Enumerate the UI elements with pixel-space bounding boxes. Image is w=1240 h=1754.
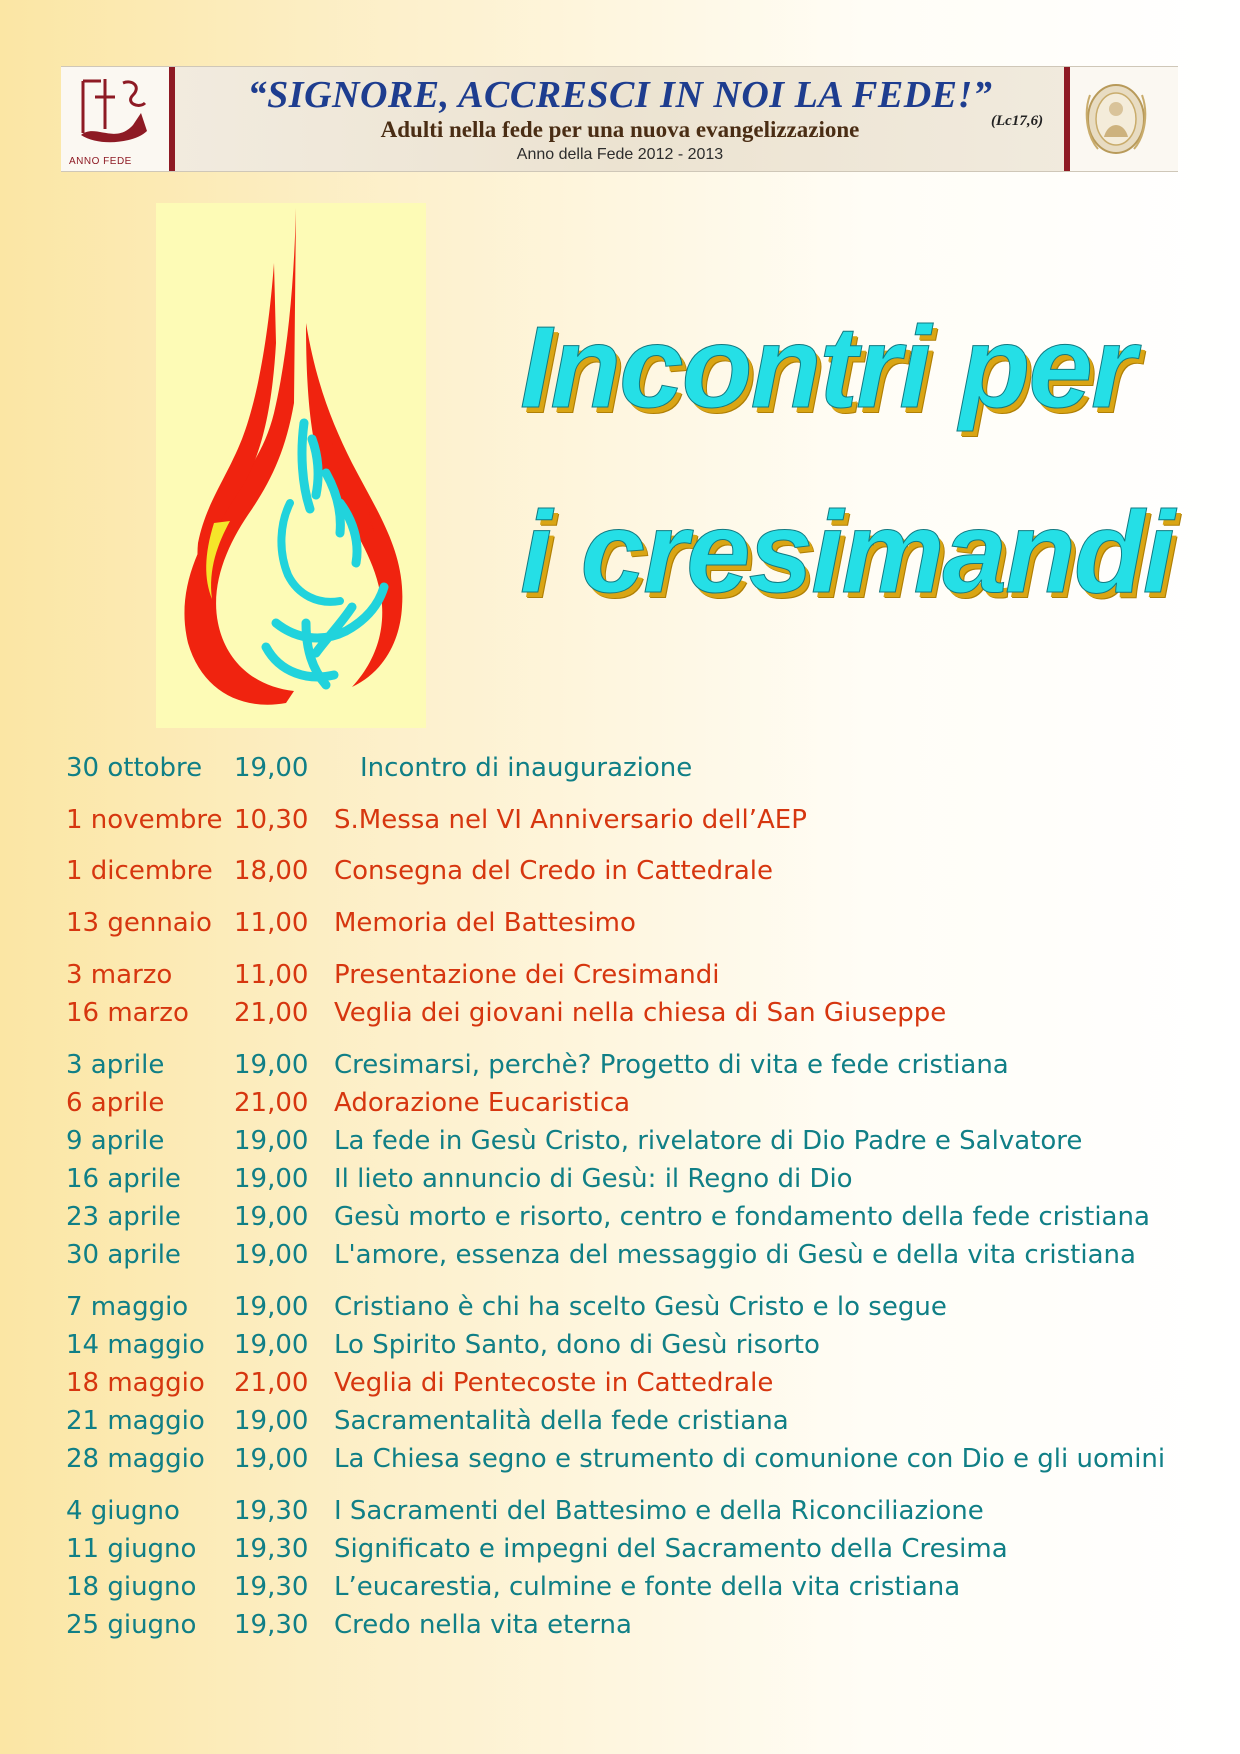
schedule-row — [66, 995, 1186, 1031]
schedule-event: Veglia dei giovani nella chiesa di San Giuseppe — [334, 998, 947, 1028]
schedule-date: 14 maggio — [66, 1330, 205, 1360]
schedule-event: L’eucarestia, culmine e fonte della vita cristiana — [334, 1572, 961, 1602]
schedule-event: Adorazione Eucaristica — [334, 1088, 631, 1118]
schedule-time: 19,00 — [234, 1330, 309, 1360]
schedule-time: 21,00 — [234, 998, 309, 1028]
schedule-row — [66, 1531, 1186, 1567]
schedule-event: La fede in Gesù Cristo, rivelatore di Dio Padre e Salvatore — [334, 1126, 1083, 1156]
header-banner — [61, 66, 1178, 172]
schedule-time: 19,00 — [234, 1406, 309, 1436]
anno-della-fede-logo — [61, 67, 175, 171]
schedule-time: 11,00 — [234, 960, 309, 990]
schedule-date: 11 giugno — [66, 1534, 197, 1564]
schedule-time: 18,00 — [234, 856, 309, 886]
scripture-reference: (Lc17,6) — [991, 113, 1044, 129]
schedule-event: Il lieto annuncio di Gesù: il Regno di Dio — [334, 1164, 853, 1194]
schedule-time: 19,00 — [234, 1164, 309, 1194]
schedule-row — [66, 1047, 1186, 1083]
schedule-event: Credo nella vita eterna — [334, 1610, 632, 1640]
schedule-row — [66, 957, 1186, 993]
headline-line-2: i cresimandi — [520, 487, 1173, 617]
schedule-row — [66, 750, 1186, 786]
schedule-row — [66, 1199, 1186, 1235]
schedule-event: Gesù morto e risorto, centro e fondamento della fede cristiana — [334, 1202, 1150, 1232]
logo-caption: ANNO FEDE — [69, 156, 132, 167]
madonna-medallion — [1064, 67, 1178, 171]
schedule-date: 23 aprile — [66, 1202, 181, 1232]
schedule-time: 19,00 — [234, 1444, 309, 1474]
schedule-time: 21,00 — [234, 1088, 309, 1118]
schedule-date: 3 marzo — [66, 960, 173, 990]
schedule-time: 19,00 — [234, 1050, 309, 1080]
schedule-time: 19,00 — [234, 753, 309, 783]
banner-title: “SIGNORE, ACCRESCI IN NOI LA FEDE!” — [247, 74, 993, 116]
madonna-medallion-icon — [1080, 75, 1156, 161]
schedule-date: 7 maggio — [66, 1292, 189, 1322]
schedule-time: 19,00 — [234, 1202, 309, 1232]
schedule-date: 13 gennaio — [66, 908, 212, 938]
schedule-date: 3 aprile — [66, 1050, 165, 1080]
schedule-event: Sacramentalità della fede cristiana — [334, 1406, 789, 1436]
schedule-time: 19,00 — [234, 1240, 309, 1270]
banner-year-line: Anno della Fede 2012 - 2013 — [516, 146, 724, 163]
schedule-date: 16 aprile — [66, 1164, 181, 1194]
schedule-date: 1 dicembre — [66, 856, 213, 886]
schedule-time: 19,30 — [234, 1496, 309, 1526]
schedule-event: Veglia di Pentecoste in Cattedrale — [334, 1368, 774, 1398]
schedule-time: 19,30 — [234, 1572, 309, 1602]
schedule-date: 6 aprile — [66, 1088, 165, 1118]
schedule-event: Memoria del Battesimo — [334, 908, 636, 938]
schedule-row — [66, 1289, 1186, 1325]
schedule-date: 18 maggio — [66, 1368, 205, 1398]
schedule-date: 30 ottobre — [66, 753, 203, 783]
flame-dove-icon — [156, 203, 426, 728]
banner-subtitle: Adulti nella fede per una nuova evangelizzazione — [380, 117, 860, 142]
schedule-event: Cristiano è chi ha scelto Gesù Cristo e lo segue — [334, 1292, 947, 1322]
schedule-date: 25 giugno — [66, 1610, 197, 1640]
schedule-date: 4 giugno — [66, 1496, 180, 1526]
schedule-event: S.Messa nel VI Anniversario dell’AEP — [334, 805, 807, 835]
schedule-row — [66, 1327, 1186, 1363]
headline-line-1: Incontri per — [520, 302, 1135, 432]
schedule-event: La Chiesa segno e strumento di comunione con Dio e gli uomini — [334, 1444, 1166, 1474]
schedule-date: 28 maggio — [66, 1444, 205, 1474]
schedule-row — [66, 1569, 1186, 1605]
schedule-date: 30 aprile — [66, 1240, 181, 1270]
schedule-time: 19,00 — [234, 1126, 309, 1156]
schedule-date: 1 novembre — [66, 805, 223, 835]
schedule-row — [66, 802, 1186, 838]
schedule-date: 21 maggio — [66, 1406, 205, 1436]
schedule-time: 21,00 — [234, 1368, 309, 1398]
schedule-row — [66, 1237, 1186, 1273]
schedule-time: 19,30 — [234, 1610, 309, 1640]
schedule-row — [66, 905, 1186, 941]
schedule-time: 19,30 — [234, 1534, 309, 1564]
schedule-event: Incontro di inaugurazione — [360, 753, 693, 783]
schedule-time: 19,00 — [234, 1292, 309, 1322]
schedule-row — [66, 1403, 1186, 1439]
schedule-row — [66, 1607, 1186, 1643]
schedule-event: Cresimarsi, perchè? Progetto di vita e fede cristiana — [334, 1050, 1009, 1080]
anno-della-fede-icon — [75, 73, 155, 149]
schedule-time: 11,00 — [234, 908, 309, 938]
schedule-time: 10,30 — [234, 805, 309, 835]
schedule-event: I Sacramenti del Battesimo e della Riconciliazione — [334, 1496, 984, 1526]
schedule-row — [66, 1085, 1186, 1121]
flame-dove-illustration — [156, 203, 426, 728]
schedule-row — [66, 1161, 1186, 1197]
schedule-row — [66, 1493, 1186, 1529]
schedule-date: 18 giugno — [66, 1572, 197, 1602]
schedule-row — [66, 1123, 1186, 1159]
schedule-event: Consegna del Credo in Cattedrale — [334, 856, 773, 886]
schedule-row — [66, 1441, 1186, 1477]
schedule-date: 9 aprile — [66, 1126, 165, 1156]
schedule-event: Presentazione dei Cresimandi — [334, 960, 720, 990]
schedule-row — [66, 853, 1186, 889]
schedule-date: 16 marzo — [66, 998, 189, 1028]
schedule-event: Significato e impegni del Sacramento della Cresima — [334, 1534, 1008, 1564]
schedule-row — [66, 1365, 1186, 1401]
schedule-event: Lo Spirito Santo, dono di Gesù risorto — [334, 1330, 820, 1360]
schedule-event: L'amore, essenza del messaggio di Gesù e della vita cristiana — [334, 1240, 1136, 1270]
